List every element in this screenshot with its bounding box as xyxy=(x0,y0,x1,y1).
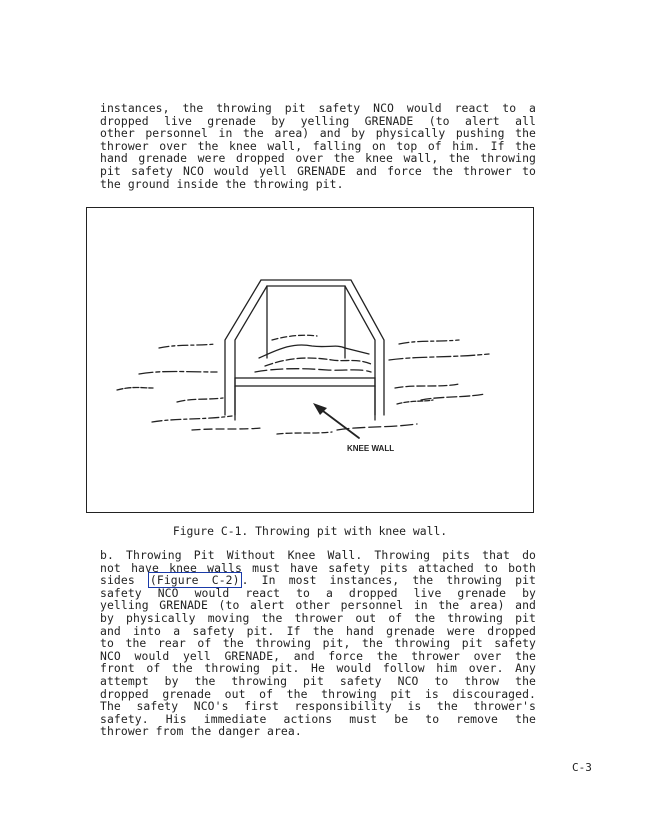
text-line: other personnel in the area) and by physically pushing the xyxy=(100,126,536,141)
text-line: and into a safety pit. If the hand grenade were dropped xyxy=(100,623,536,638)
knee-wall-arrow xyxy=(319,408,359,438)
text-line: instances, the throwing pit safety NCO would react to a xyxy=(100,101,536,115)
knee-wall-label: KNEE WALL xyxy=(347,444,395,453)
text-line: by physically moving the thrower out of the throwing pit xyxy=(100,610,536,625)
text-line: safety. His immediate actions must be to remove the xyxy=(100,711,536,726)
text-line: the ground inside the throwing pit. xyxy=(100,176,344,191)
figure-caption: Figure C-1. Throwing pit with knee wall. xyxy=(172,524,448,538)
text-line: dropped live grenade by yelling GRENADE (to alert all xyxy=(100,113,536,128)
paragraph-b xyxy=(100,549,536,738)
paragraph-b-line: not have knee walls must have safety pits attached to both xyxy=(100,560,536,575)
text-line: pit safety NCO would yell GRENADE and force the thrower to xyxy=(100,163,536,178)
figure-c1 xyxy=(86,207,534,513)
paragraph-b-rest xyxy=(100,587,536,738)
text-line: yelling GRENADE (to alert other personnel in the area) and xyxy=(100,598,536,613)
text-line: thrower over the knee wall, falling on top of him. If the xyxy=(100,138,536,153)
text-line: dropped grenade out of the throwing pit is discouraged. xyxy=(100,686,536,701)
paragraph-b-line: b. Throwing Pit Without Knee Wall. Throwing pits that do xyxy=(100,548,536,562)
text-line: The safety NCO's first responsibility is the thrower's xyxy=(100,699,536,714)
pit-back-wall-left xyxy=(225,280,261,415)
text-line: NCO would yell GRENADE, and force the thrower over the xyxy=(100,648,536,663)
figure-c2-link[interactable]: (Figure C-2) xyxy=(149,573,240,588)
text-line: to the rear of the throwing pit, the throwing pit safety xyxy=(100,636,536,651)
page-number: C-3 xyxy=(572,761,592,774)
intro-paragraph xyxy=(100,102,536,190)
text-line: thrower from the danger area. xyxy=(100,724,302,739)
text-line: safety NCO would react to a dropped live grenade by xyxy=(100,585,536,600)
text-line: attempt by the throwing pit safety NCO to throw the xyxy=(100,673,536,688)
pit-back-wall-right xyxy=(261,280,384,415)
knee-wall-top xyxy=(235,378,375,386)
paragraph-b-line-with-link: sides (Figure C-2) . In most instances, the throwing pit xyxy=(100,573,537,588)
text-line: hand grenade were dropped over the knee wall, the throwing xyxy=(100,151,536,166)
throwing-pit-illustration xyxy=(87,208,533,512)
text-line: front of the throwing pit. He would follow him over. Any xyxy=(100,661,536,676)
